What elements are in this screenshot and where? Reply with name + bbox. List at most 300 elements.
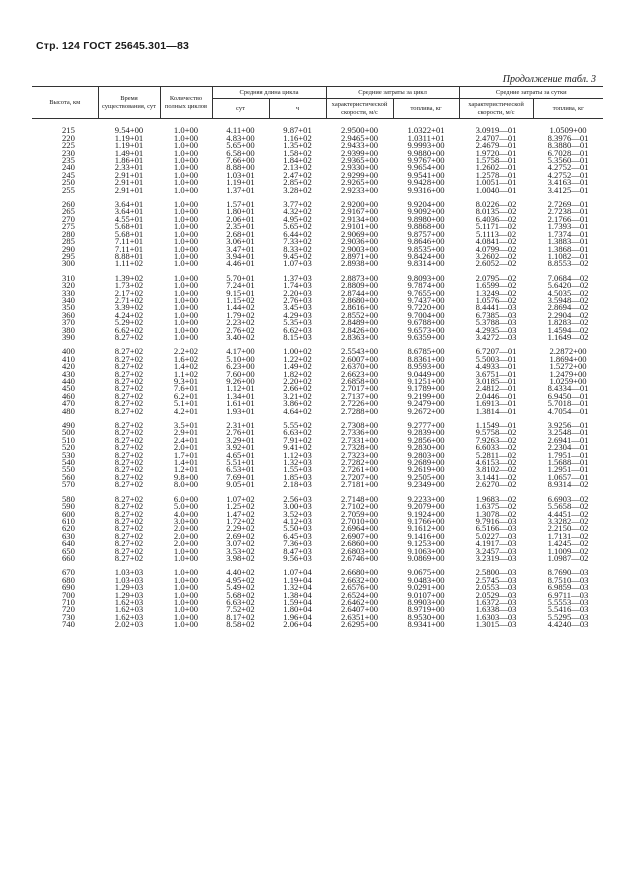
table-row [32,371,603,378]
cell-cycle-hours: 9.45+02 [283,252,312,261]
cell-cycles: 1.0+00 [173,304,199,312]
cell-cycle-days: 8.88+00 [226,164,255,172]
cell-day-fuel: 3.3282—02 [547,517,589,526]
cell-cycles: 1.4+01 [173,459,199,467]
cell-day-fuel: 1.1082—01 [547,252,589,261]
cell-cycle-days: 2.68+01 [226,230,255,239]
table-row [32,363,603,370]
cell-cycle-fuel: 9.7004+00 [407,311,445,320]
cell-day-velocity: 4.0841—02 [475,238,517,246]
cell-day-fuel: 2.2904—02 [547,311,589,320]
cell-cycle-days: 4.65+01 [226,451,255,460]
cell-day-fuel: 2.2872+00 [549,348,587,356]
table-row [32,238,603,245]
cell-cycle-fuel: 9.6788+00 [407,319,445,327]
cell-day-fuel: 5.5553—03 [547,598,589,607]
cell-cycles: 1.0+00 [173,591,199,599]
cell-cycle-days: 4.40+02 [226,569,255,577]
cell-height: 560 [62,473,75,482]
cell-day-velocity: 1.2578—01 [475,171,517,180]
cell-lifetime: 8.27+02 [114,444,144,452]
cell-cycles: 6.2+01 [173,392,199,401]
table-row [32,393,603,400]
cell-cycle-velocity: 2.6295+00 [340,621,379,629]
cell-lifetime: 8.27+02 [114,503,144,511]
cell-day-velocity: 1.5758—01 [475,157,517,165]
cell-cycle-days: 7.24+01 [226,282,255,290]
cell-cycle-days: 1.34+01 [226,392,255,401]
cell-cycle-velocity: 2.6907+00 [340,532,379,541]
cell-height: 740 [62,621,75,629]
cell-height: 500 [62,429,75,437]
table-row [32,119,603,135]
cell-day-fuel: 4.2752—01 [547,171,589,180]
cell-cycle-days: 8.17+02 [226,613,255,622]
cell-day-velocity: 1.3814—01 [475,407,517,416]
cell-cycle-hours: 3.00+03 [283,503,312,511]
cell-cycle-days: 2.35+01 [226,223,255,231]
cell-height: 530 [62,451,75,460]
group-separator [32,562,603,569]
cell-cycle-hours: 1.58+02 [283,149,312,158]
cell-cycles: 1.4+02 [173,363,199,371]
table-row [32,179,603,186]
cell-lifetime: 1.39+02 [114,274,144,283]
cell-day-fuel: 8.7510—03 [547,576,589,585]
cell-cycles: 1.0+00 [173,230,199,239]
table-row [32,223,603,230]
cell-cycle-fuel: 9.0107+00 [407,591,445,599]
cell-lifetime: 8.27+02 [114,459,144,467]
cell-cycle-hours: 5.65+02 [283,223,312,231]
table-row [32,157,603,164]
cell-day-velocity: 9.5758—02 [475,429,517,437]
cell-height: 640 [62,540,75,548]
cell-day-velocity: 6.4036—02 [475,215,517,224]
cell-day-velocity: 1.6338—03 [475,606,517,614]
cell-cycle-velocity: 2.7148+00 [340,495,379,504]
cell-cycle-hours: 4.32+02 [283,208,312,216]
cell-day-velocity: 2.4812—01 [475,385,517,393]
table-row [32,312,603,319]
cell-cycle-velocity: 2.7137+00 [340,392,379,401]
cell-cycle-velocity: 2.7010+00 [340,517,379,526]
cell-cycle-hours: 9.41+02 [283,444,312,452]
cell-day-fuel: 6.6903—02 [547,495,589,504]
cell-cycle-fuel: 9.8093+00 [407,274,445,283]
cell-day-fuel: 5.5295—03 [547,613,589,622]
table-row [32,260,603,267]
cell-cycle-velocity: 2.6576+00 [340,584,379,592]
cell-cycle-hours: 1.37+03 [283,274,312,283]
table-row [32,503,603,510]
cell-lifetime: 8.27+02 [114,547,144,555]
table-row [32,429,603,436]
cell-cycle-fuel: 9.9541+00 [407,171,445,180]
cell-day-fuel: 6.9450—01 [547,392,589,401]
cell-day-fuel: 1.7131—02 [547,532,589,541]
cell-cycle-days: 2.76+02 [226,326,255,334]
cell-height: 215 [62,125,75,135]
cell-cycle-fuel: 9.2856+00 [407,436,445,445]
table-row [32,297,603,304]
cell-cycle-days: 2.69+02 [226,532,255,541]
cell-lifetime: 1.11+02 [114,260,144,268]
cell-cycle-velocity: 2.6964+00 [340,525,379,533]
cell-cycle-days: 4.11+00 [226,125,255,135]
cell-cycle-days: 6.63+02 [226,598,255,607]
cell-cycles: 4.0+00 [173,510,199,518]
cell-cycles: 1.0+00 [173,311,199,320]
cell-lifetime: 7.11+01 [114,245,144,253]
cell-lifetime: 8.27+02 [114,473,144,482]
cell-cycle-fuel: 9.1416+00 [407,532,445,541]
cell-cycles: 1.0+00 [173,569,199,577]
cell-cycles: 1.0+00 [173,613,199,622]
cell-height: 370 [62,319,75,327]
header-per-cycle-velocity: характеристической скорости, м/с [326,99,393,119]
cell-lifetime: 8.88+01 [114,252,144,261]
cell-day-fuel: 5.7018—01 [547,400,589,408]
cell-cycle-hours: 1.16+02 [283,134,312,143]
cell-cycle-fuel: 9.1063+00 [407,547,445,555]
cell-day-velocity: 1.0040—01 [475,186,517,195]
cell-cycle-velocity: 2.9200+00 [340,201,379,209]
cell-cycle-velocity: 2.6407+00 [340,606,379,614]
cell-cycle-fuel: 9.1789+00 [407,385,445,393]
cell-lifetime: 8.27+02 [114,481,144,489]
cell-cycle-days: 2.29+02 [226,525,255,533]
cell-cycles: 1.0+00 [173,576,199,585]
cell-cycle-fuel: 9.1924+00 [407,510,445,518]
cell-cycle-hours: 8.33+02 [283,245,312,253]
cell-height: 610 [62,517,75,526]
cell-cycle-days: 7.69+01 [226,473,255,482]
cell-cycle-fuel: 9.9767+00 [407,157,445,165]
cell-day-fuel: 1.8283—02 [547,319,589,327]
cell-cycle-hours: 3.86+02 [283,400,312,408]
cell-cycle-velocity: 2.7323+00 [340,451,379,460]
cell-cycles: 1.0+00 [173,125,199,135]
cell-day-velocity: 1.9720—01 [475,149,517,158]
cell-height: 290 [62,245,75,253]
cell-cycle-velocity: 2.7102+00 [340,503,379,511]
cell-cycles: 2.0+00 [173,525,199,533]
cell-day-velocity: 1.2602—01 [475,164,517,172]
cell-cycles: 1.0+00 [173,171,199,180]
cell-lifetime: 8.27+02 [114,510,144,518]
table-row [32,584,603,591]
cell-height: 420 [62,363,75,371]
cell-cycle-days: 1.44+02 [226,304,255,312]
cell-height: 285 [62,238,75,246]
cell-cycles: 2.0+00 [173,540,199,548]
cell-cycle-days: 1.03+01 [226,171,255,180]
cell-lifetime: 1.62+03 [114,598,144,607]
cell-cycle-velocity: 2.8873+00 [340,274,379,283]
cell-height: 340 [62,296,75,305]
cell-height: 225 [62,142,75,150]
cell-lifetime: 8.27+02 [114,554,144,563]
cell-lifetime: 5.68+01 [114,230,144,239]
cell-cycle-velocity: 2.9299+00 [340,171,379,180]
table-row [32,614,603,621]
cell-lifetime: 3.64+01 [114,208,144,216]
cell-day-velocity: 3.2602—02 [475,252,517,261]
cell-cycles: 1.0+00 [173,164,199,172]
cell-cycle-velocity: 2.9134+00 [340,215,379,224]
cell-cycle-hours: 8.47+03 [283,547,312,555]
cell-day-velocity: 2.0795—02 [475,274,517,283]
cell-cycle-days: 1.79+02 [226,311,255,320]
cell-cycle-hours: 7.91+02 [283,436,312,445]
cell-cycle-fuel: 9.8868+00 [407,223,445,231]
cell-cycles: 1.0+00 [173,149,199,158]
cell-cycles: 1.0+00 [173,157,199,165]
cell-day-velocity: 3.1441—02 [475,473,517,482]
cell-height: 320 [62,282,75,290]
cell-day-fuel: 4.2752—01 [547,164,589,172]
cell-cycles: 1.0+00 [173,296,199,305]
cell-cycle-days: 3.92+01 [226,444,255,452]
cell-cycle-velocity: 2.6680+00 [340,569,379,577]
cell-height: 350 [62,304,75,312]
cell-cycles: 9.3+01 [173,378,199,386]
cell-day-velocity: 4.6153—02 [475,459,517,467]
cell-cycle-velocity: 2.8809+00 [340,282,379,290]
cell-lifetime: 7.11+01 [114,238,144,246]
table-body [32,119,603,629]
cell-day-fuel: 5.3560—01 [547,157,589,165]
cell-day-velocity: 4.4933—01 [475,363,517,371]
cell-cycle-fuel: 9.0483+00 [407,576,445,585]
cell-cycle-velocity: 2.5543+00 [340,348,379,356]
cell-cycle-velocity: 2.7336+00 [340,429,379,437]
cell-cycle-fuel: 9.1766+00 [407,517,445,526]
cell-day-fuel: 4.5035—02 [547,289,589,297]
cell-height: 245 [62,171,75,180]
cell-cycles: 1.0+00 [173,208,199,216]
cell-lifetime: 5.68+01 [114,223,144,231]
header-per-cycle-group: Средние затраты за цикл [326,87,459,99]
cell-cycle-hours: 2.56+03 [283,495,312,504]
cell-day-fuel: 6.7028—01 [547,149,589,158]
header-per-day-velocity: характеристической скорости, м/с [459,99,533,119]
cell-lifetime: 2.91+01 [114,171,144,180]
cell-day-fuel: 4.4451—02 [547,510,589,518]
table-row [32,327,603,334]
cell-cycle-fuel: 8.9903+00 [407,598,445,607]
cell-day-velocity: 1.6372—03 [475,598,517,607]
table-row [32,282,603,289]
cell-day-velocity: 1.0576—02 [475,296,517,305]
cell-cycle-hours: 3.21+02 [283,392,312,401]
cell-cycle-hours: 6.45+03 [283,532,312,541]
cell-height: 295 [62,252,75,261]
cell-day-fuel: 6.9711—03 [547,591,589,599]
cell-lifetime: 8.27+02 [114,333,144,342]
cell-cycles: 1.0+00 [173,179,199,187]
cell-cycle-hours: 1.85+03 [283,473,312,482]
cell-height: 460 [62,392,75,401]
cell-cycle-days: 2.23+02 [226,319,255,327]
cell-cycle-fuel: 9.9428+00 [407,179,445,187]
cell-cycle-hours: 5.55+02 [283,422,312,430]
cell-cycles: 2.2+02 [173,348,199,356]
cell-cycle-fuel: 9.0675+00 [407,569,445,577]
cell-lifetime: 8.27+02 [114,451,144,460]
cell-cycle-hours: 1.74+03 [283,282,312,290]
cell-day-fuel: 2.6941—01 [547,436,589,445]
cell-cycle-velocity: 2.9003+00 [340,245,379,253]
cell-cycles: 1.0+00 [173,245,199,253]
cell-height: 540 [62,459,75,467]
cell-cycle-hours: 2.66+02 [283,385,312,393]
cell-cycle-days: 1.12+01 [226,385,255,393]
cell-day-velocity: 1.6913—01 [475,400,517,408]
cell-cycle-fuel: 9.2689+00 [407,459,445,467]
cell-cycle-velocity: 2.8744+00 [340,289,379,297]
cell-cycle-fuel: 9.8424+00 [407,252,445,261]
table-row [32,304,603,311]
group-separator [32,268,603,275]
cell-height: 700 [62,591,75,599]
cell-cycle-velocity: 2.7331+00 [340,436,379,445]
table-row [32,356,603,363]
cell-day-velocity: 3.0919—01 [475,125,517,135]
cell-cycle-days: 1.47+02 [226,510,255,518]
cell-cycle-hours: 1.82+02 [283,370,312,378]
cell-cycles: 1.0+00 [173,333,199,342]
cell-cycle-velocity: 2.6803+00 [340,547,379,555]
table-row [32,150,603,157]
header-per-cycle-fuel: топлива, кг [393,99,459,119]
cell-cycle-days: 2.31+01 [226,422,255,430]
cell-cycle-days: 5.68+02 [226,591,255,599]
cell-cycle-velocity: 2.7328+00 [340,444,379,452]
cell-cycle-hours: 1.07+04 [283,569,312,577]
cell-day-fuel: 1.0657—01 [547,473,589,482]
table-row [32,548,603,555]
cell-lifetime: 8.27+02 [114,466,144,474]
table-row [32,533,603,540]
cell-cycle-hours: 2.76+03 [283,296,312,305]
cell-cycle-days: 7.52+02 [226,606,255,614]
cell-cycle-hours: 4.29+03 [283,311,312,320]
cell-cycle-hours: 9.56+03 [283,554,312,563]
cell-cycle-velocity: 2.7059+00 [340,510,379,518]
table-row [32,187,603,194]
cell-cycle-fuel: 9.9880+00 [407,149,445,158]
cell-cycle-fuel: 9.1253+00 [407,540,445,548]
cell-cycles: 1.0+00 [173,186,199,195]
cell-height: 260 [62,201,75,209]
cell-cycle-fuel: 9.2619+00 [407,466,445,474]
cell-day-velocity: 6.5166—03 [475,525,517,533]
cell-cycle-fuel: 9.7220+00 [407,304,445,312]
cell-cycle-hours: 1.96+04 [283,613,312,622]
cell-height: 275 [62,223,75,231]
cell-cycle-fuel: 9.8314+00 [407,260,445,268]
cell-lifetime: 8.27+02 [114,400,144,408]
cell-day-velocity: 6.6033—02 [475,444,517,452]
cell-day-fuel: 1.8694+00 [549,355,587,364]
cell-day-velocity: 8.4441—03 [475,304,517,312]
cell-cycles: 1.0+00 [173,289,199,297]
cell-cycle-velocity: 2.8680+00 [340,296,379,305]
cell-cycle-fuel: 9.9316+00 [407,186,445,195]
table-row [32,444,603,451]
header-per-day-fuel: топлива, кг [533,99,603,119]
cell-cycle-fuel: 9.2079+00 [407,503,445,511]
cell-lifetime: 1.49+01 [114,149,144,158]
cell-cycle-velocity: 2.9330+00 [340,164,379,172]
cell-cycle-days: 3.94+01 [226,252,255,261]
header-height: Высота, км [32,87,98,119]
cell-cycles: 8.0+00 [173,481,199,489]
cell-height: 430 [62,370,75,378]
cell-cycles: 2.0+00 [173,532,199,541]
cell-lifetime: 8.27+02 [114,355,144,364]
cell-height: 265 [62,208,75,216]
cell-cycle-days: 4.46+01 [226,260,255,268]
cell-day-velocity: 4.1917—03 [475,540,517,548]
table-continuation-note: Продолжение табл. 3 [502,74,596,85]
table-row [32,496,603,503]
cell-cycle-velocity: 2.8489+00 [340,319,379,327]
cell-day-fuel: 2.2150—02 [547,525,589,533]
cell-cycle-fuel: 1.0311+01 [407,134,445,143]
cell-day-fuel: 1.0509+00 [549,125,587,135]
cell-cycle-fuel: 9.7874+00 [407,282,445,290]
cell-lifetime: 2.71+02 [114,296,144,305]
cell-height: 550 [62,466,75,474]
cell-cycle-days: 5.51+01 [226,459,255,467]
cell-cycle-velocity: 2.6462+00 [340,598,379,607]
cell-day-fuel: 1.7393—01 [547,223,589,231]
cell-cycle-fuel: 1.0322+01 [407,125,445,135]
table-row [32,208,603,215]
cell-cycle-velocity: 2.7017+00 [340,385,379,393]
cell-cycle-days: 8.58+02 [226,621,255,629]
table-row [32,621,603,628]
cell-lifetime: 1.19+01 [114,142,144,150]
cell-height: 510 [62,436,75,445]
table-row [32,592,603,599]
cell-day-velocity: 7.9263—02 [475,436,517,445]
cell-cycle-days: 1.07+02 [226,495,255,504]
cell-cycle-hours: 2.47+02 [283,171,312,180]
cell-cycle-fuel: 9.8757+00 [407,230,445,239]
cell-cycle-velocity: 2.7308+00 [340,422,379,430]
cell-day-velocity: 1.6303—03 [475,613,517,622]
cell-day-fuel: 3.2548—01 [547,429,589,437]
table-row [32,201,603,208]
cell-cycle-days: 3.40+02 [226,333,255,342]
cell-day-fuel: 1.7951—01 [547,451,589,460]
table-row [32,135,603,142]
cell-cycle-hours: 4.12+03 [283,517,312,526]
cell-day-velocity: 4.2935—03 [475,326,517,334]
cell-cycle-velocity: 2.7261+00 [340,466,379,474]
cell-lifetime: 3.64+01 [114,201,144,209]
cell-cycle-days: 7.66+00 [226,157,255,165]
cell-cycle-days: 1.25+02 [226,503,255,511]
cell-day-fuel: 8.3880—01 [547,142,589,150]
cell-day-fuel: 1.4245—02 [547,540,589,548]
cell-cycle-hours: 1.49+02 [283,363,312,371]
cell-cycle-fuel: 9.8980+00 [407,215,445,224]
